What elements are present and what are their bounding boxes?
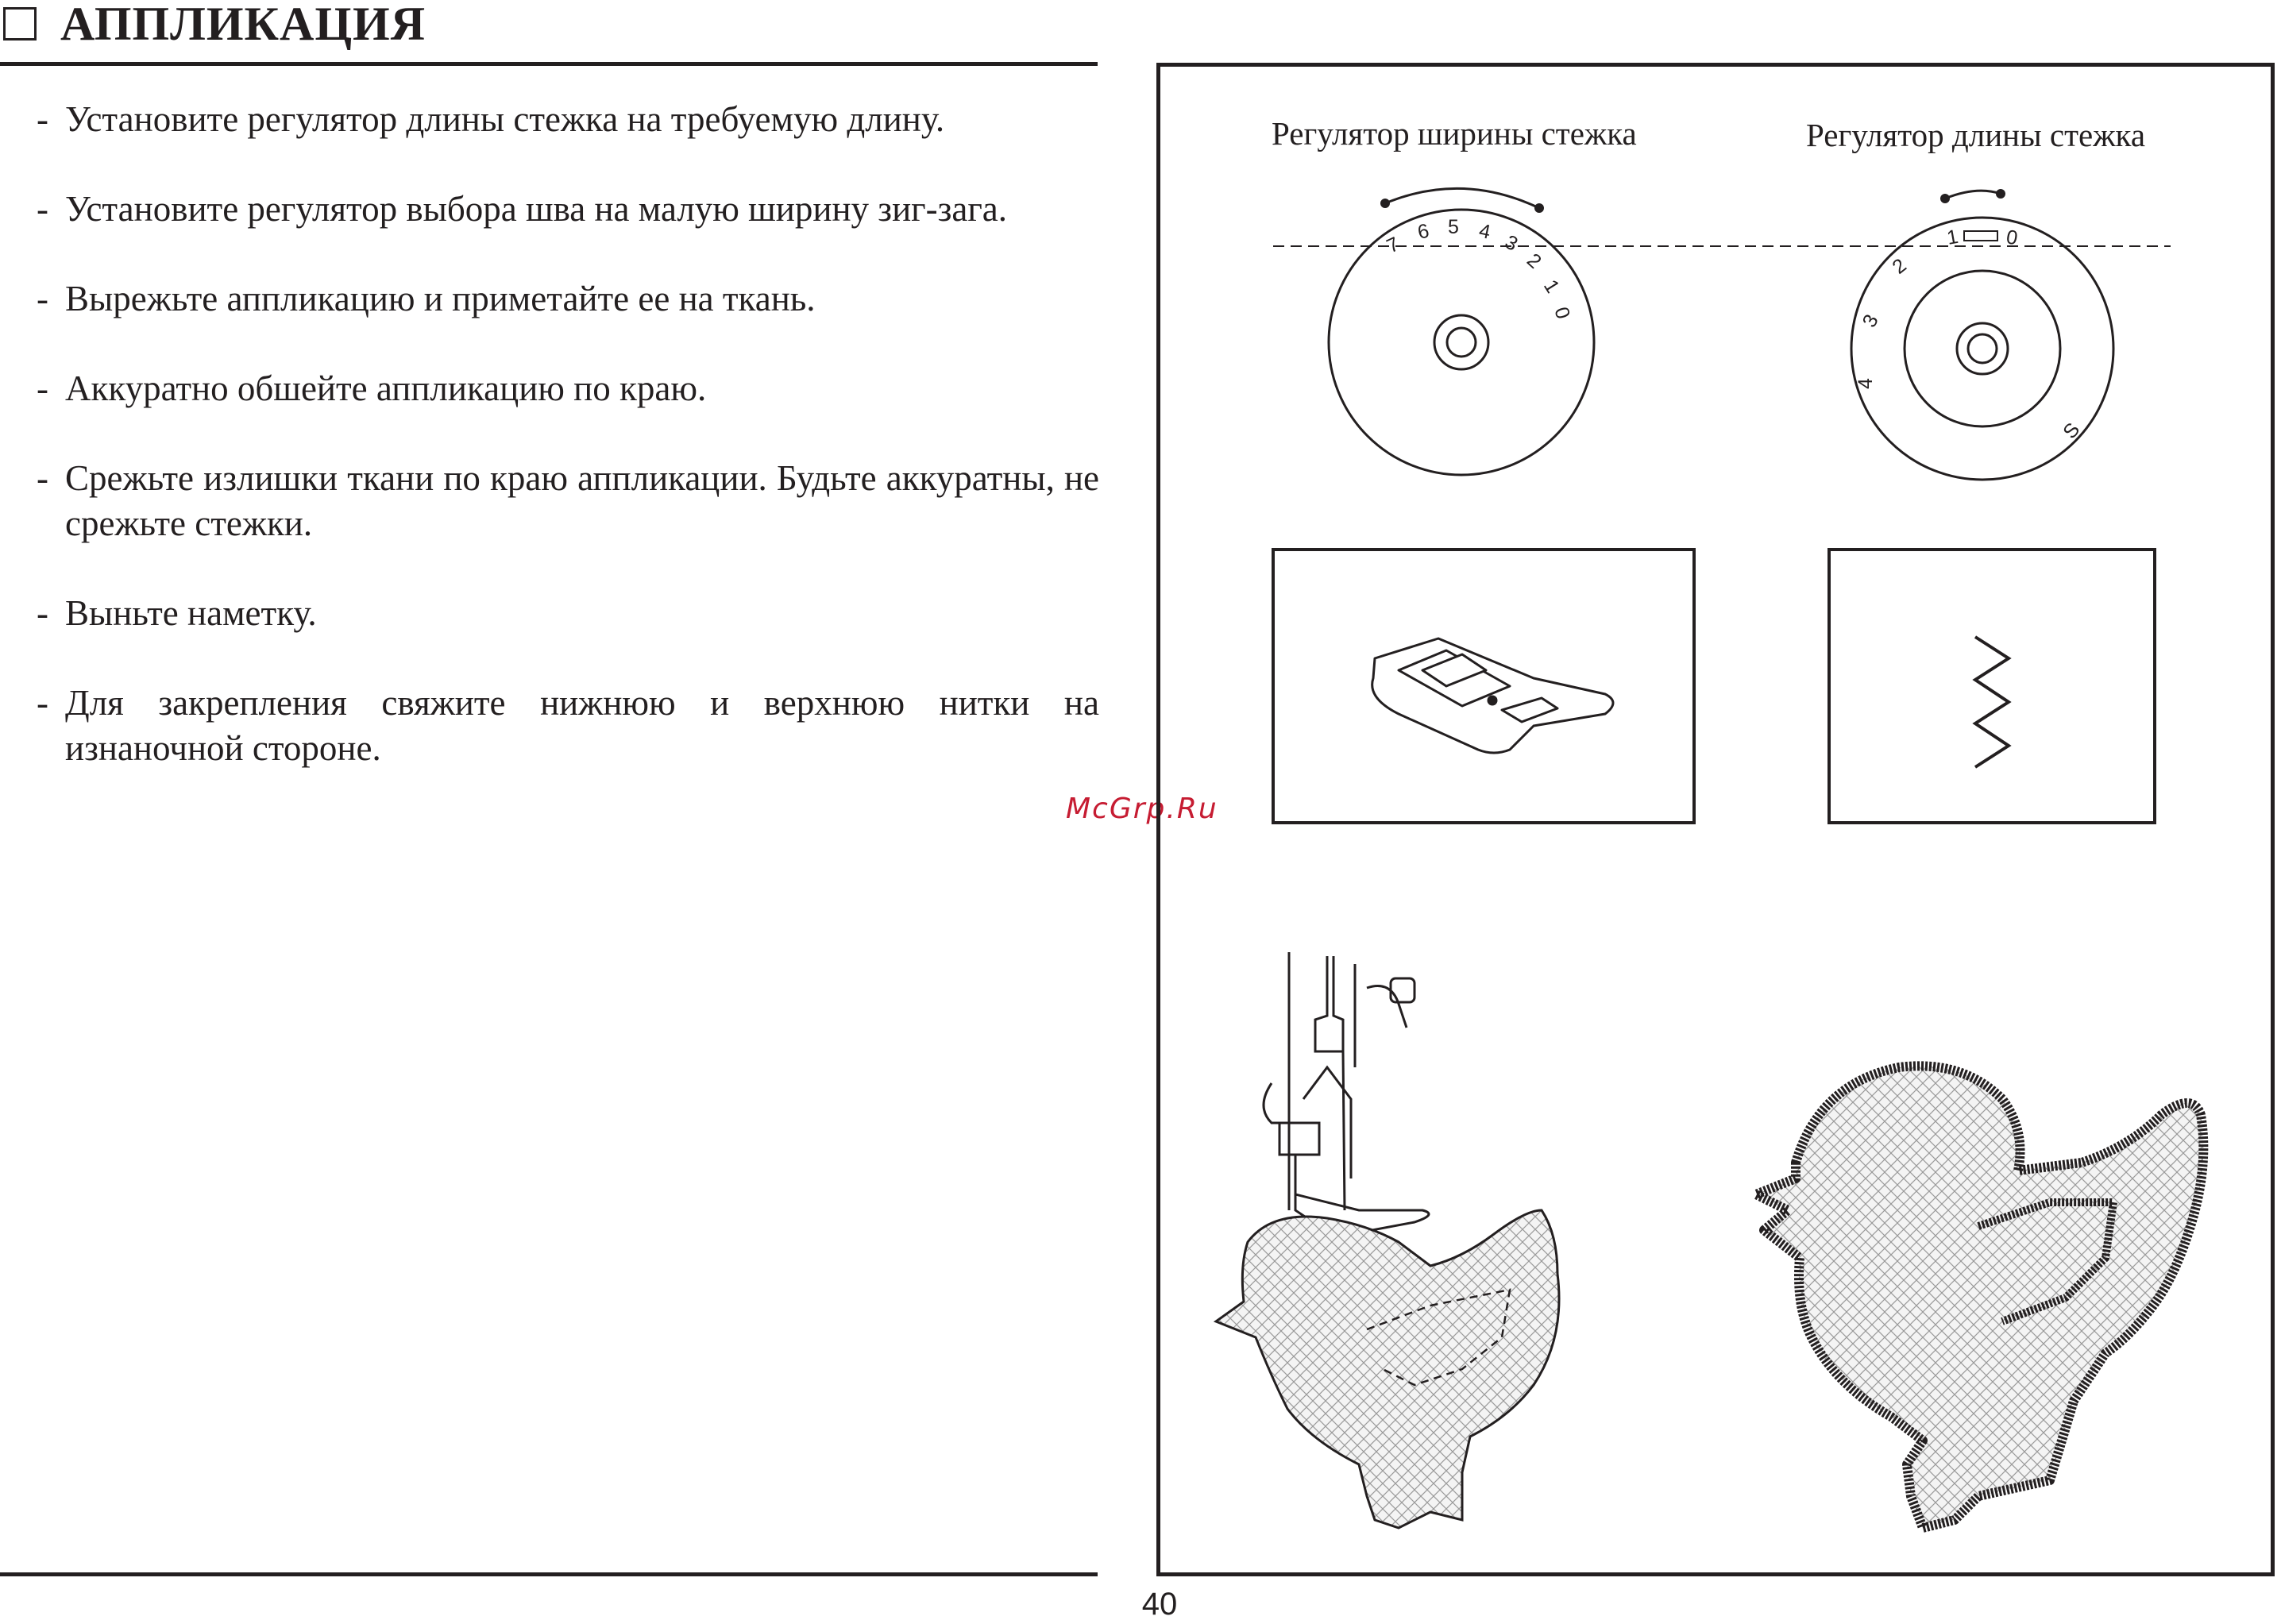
width-mark: 5: [1448, 216, 1459, 238]
stitch-width-dial-icon: [1329, 188, 1594, 475]
width-mark: 1: [1538, 276, 1565, 297]
instruction-list: [37, 97, 1099, 816]
width-mark: 0: [1550, 304, 1575, 322]
step-text: Установите регулятор выбора шва на малую ширину зиг-зага.: [65, 189, 1008, 229]
header-divider: [0, 62, 1098, 66]
presser-foot-icon: [1372, 638, 1613, 753]
step-dash: -: [37, 458, 48, 498]
section-checkbox-icon: [3, 7, 37, 41]
length-mark: 1: [1945, 225, 1960, 249]
page-title: АППЛИКАЦИЯ: [60, 0, 426, 50]
width-mark: 2: [1522, 249, 1546, 273]
watermark: McGrp.Ru: [1066, 793, 1218, 825]
illustration-drawing: [1160, 67, 2271, 1572]
step-text: Выньте наметку.: [65, 593, 317, 633]
width-mark: 6: [1415, 219, 1431, 244]
step-text: Установите регулятор длины стежка на требуемую длину.: [65, 99, 945, 139]
instruction-step: [37, 276, 1099, 322]
length-mark: S: [2059, 419, 2085, 443]
instruction-step: [37, 366, 1099, 411]
step-dash: -: [37, 683, 48, 723]
illustration-panel: [1156, 63, 2275, 1576]
page-header: [0, 0, 1098, 67]
zigzag-stitch-box: [1829, 550, 2155, 823]
stitch-length-dial-icon: [1851, 189, 2113, 480]
step-dash: -: [37, 279, 48, 318]
length-mark: 2: [1888, 254, 1911, 279]
length-mark: 0: [2004, 226, 2020, 250]
finished-duck-applique-icon: [1756, 1066, 2203, 1528]
page-number: 40: [1141, 1587, 1178, 1622]
step-text: Вырежьте аппликацию и приметайте ее на ткань.: [65, 279, 816, 318]
instruction-step: [37, 456, 1099, 546]
step-text: Для закрепления свяжите нижнюю и верхнюю нитки на изнаночной стороне.: [65, 683, 1099, 768]
instruction-step: [37, 97, 1099, 142]
zigzag-stitch-icon: [1975, 637, 2009, 767]
footer-divider: [0, 1572, 1098, 1576]
sewing-machine-foot-icon: [1264, 952, 1429, 1234]
width-mark: 7: [1383, 233, 1403, 258]
step-text: Срежьте излишки ткани по краю аппликации. Будьте аккуратны, не срежьте стежки.: [65, 458, 1099, 543]
width-mark: 3: [1501, 230, 1522, 256]
presser-foot-box: [1273, 550, 1694, 823]
instruction-step: [37, 681, 1099, 771]
length-dial-label: Регулятор длины стежка: [1806, 117, 2146, 153]
instruction-step: [37, 591, 1099, 636]
step-dash: -: [37, 99, 48, 139]
duck-applique-basting-icon: [1216, 1210, 1559, 1528]
width-dial-label: Регулятор ширины стежка: [1272, 115, 1637, 152]
step-text: Аккуратно обшейте аппликацию по краю.: [65, 368, 707, 408]
step-dash: -: [37, 593, 48, 633]
step-dash: -: [37, 189, 48, 229]
instruction-step: [37, 187, 1099, 232]
width-mark: 4: [1476, 219, 1493, 244]
length-mark: 4: [1855, 378, 1877, 389]
step-dash: -: [37, 368, 48, 408]
length-mark: 3: [1858, 311, 1883, 331]
